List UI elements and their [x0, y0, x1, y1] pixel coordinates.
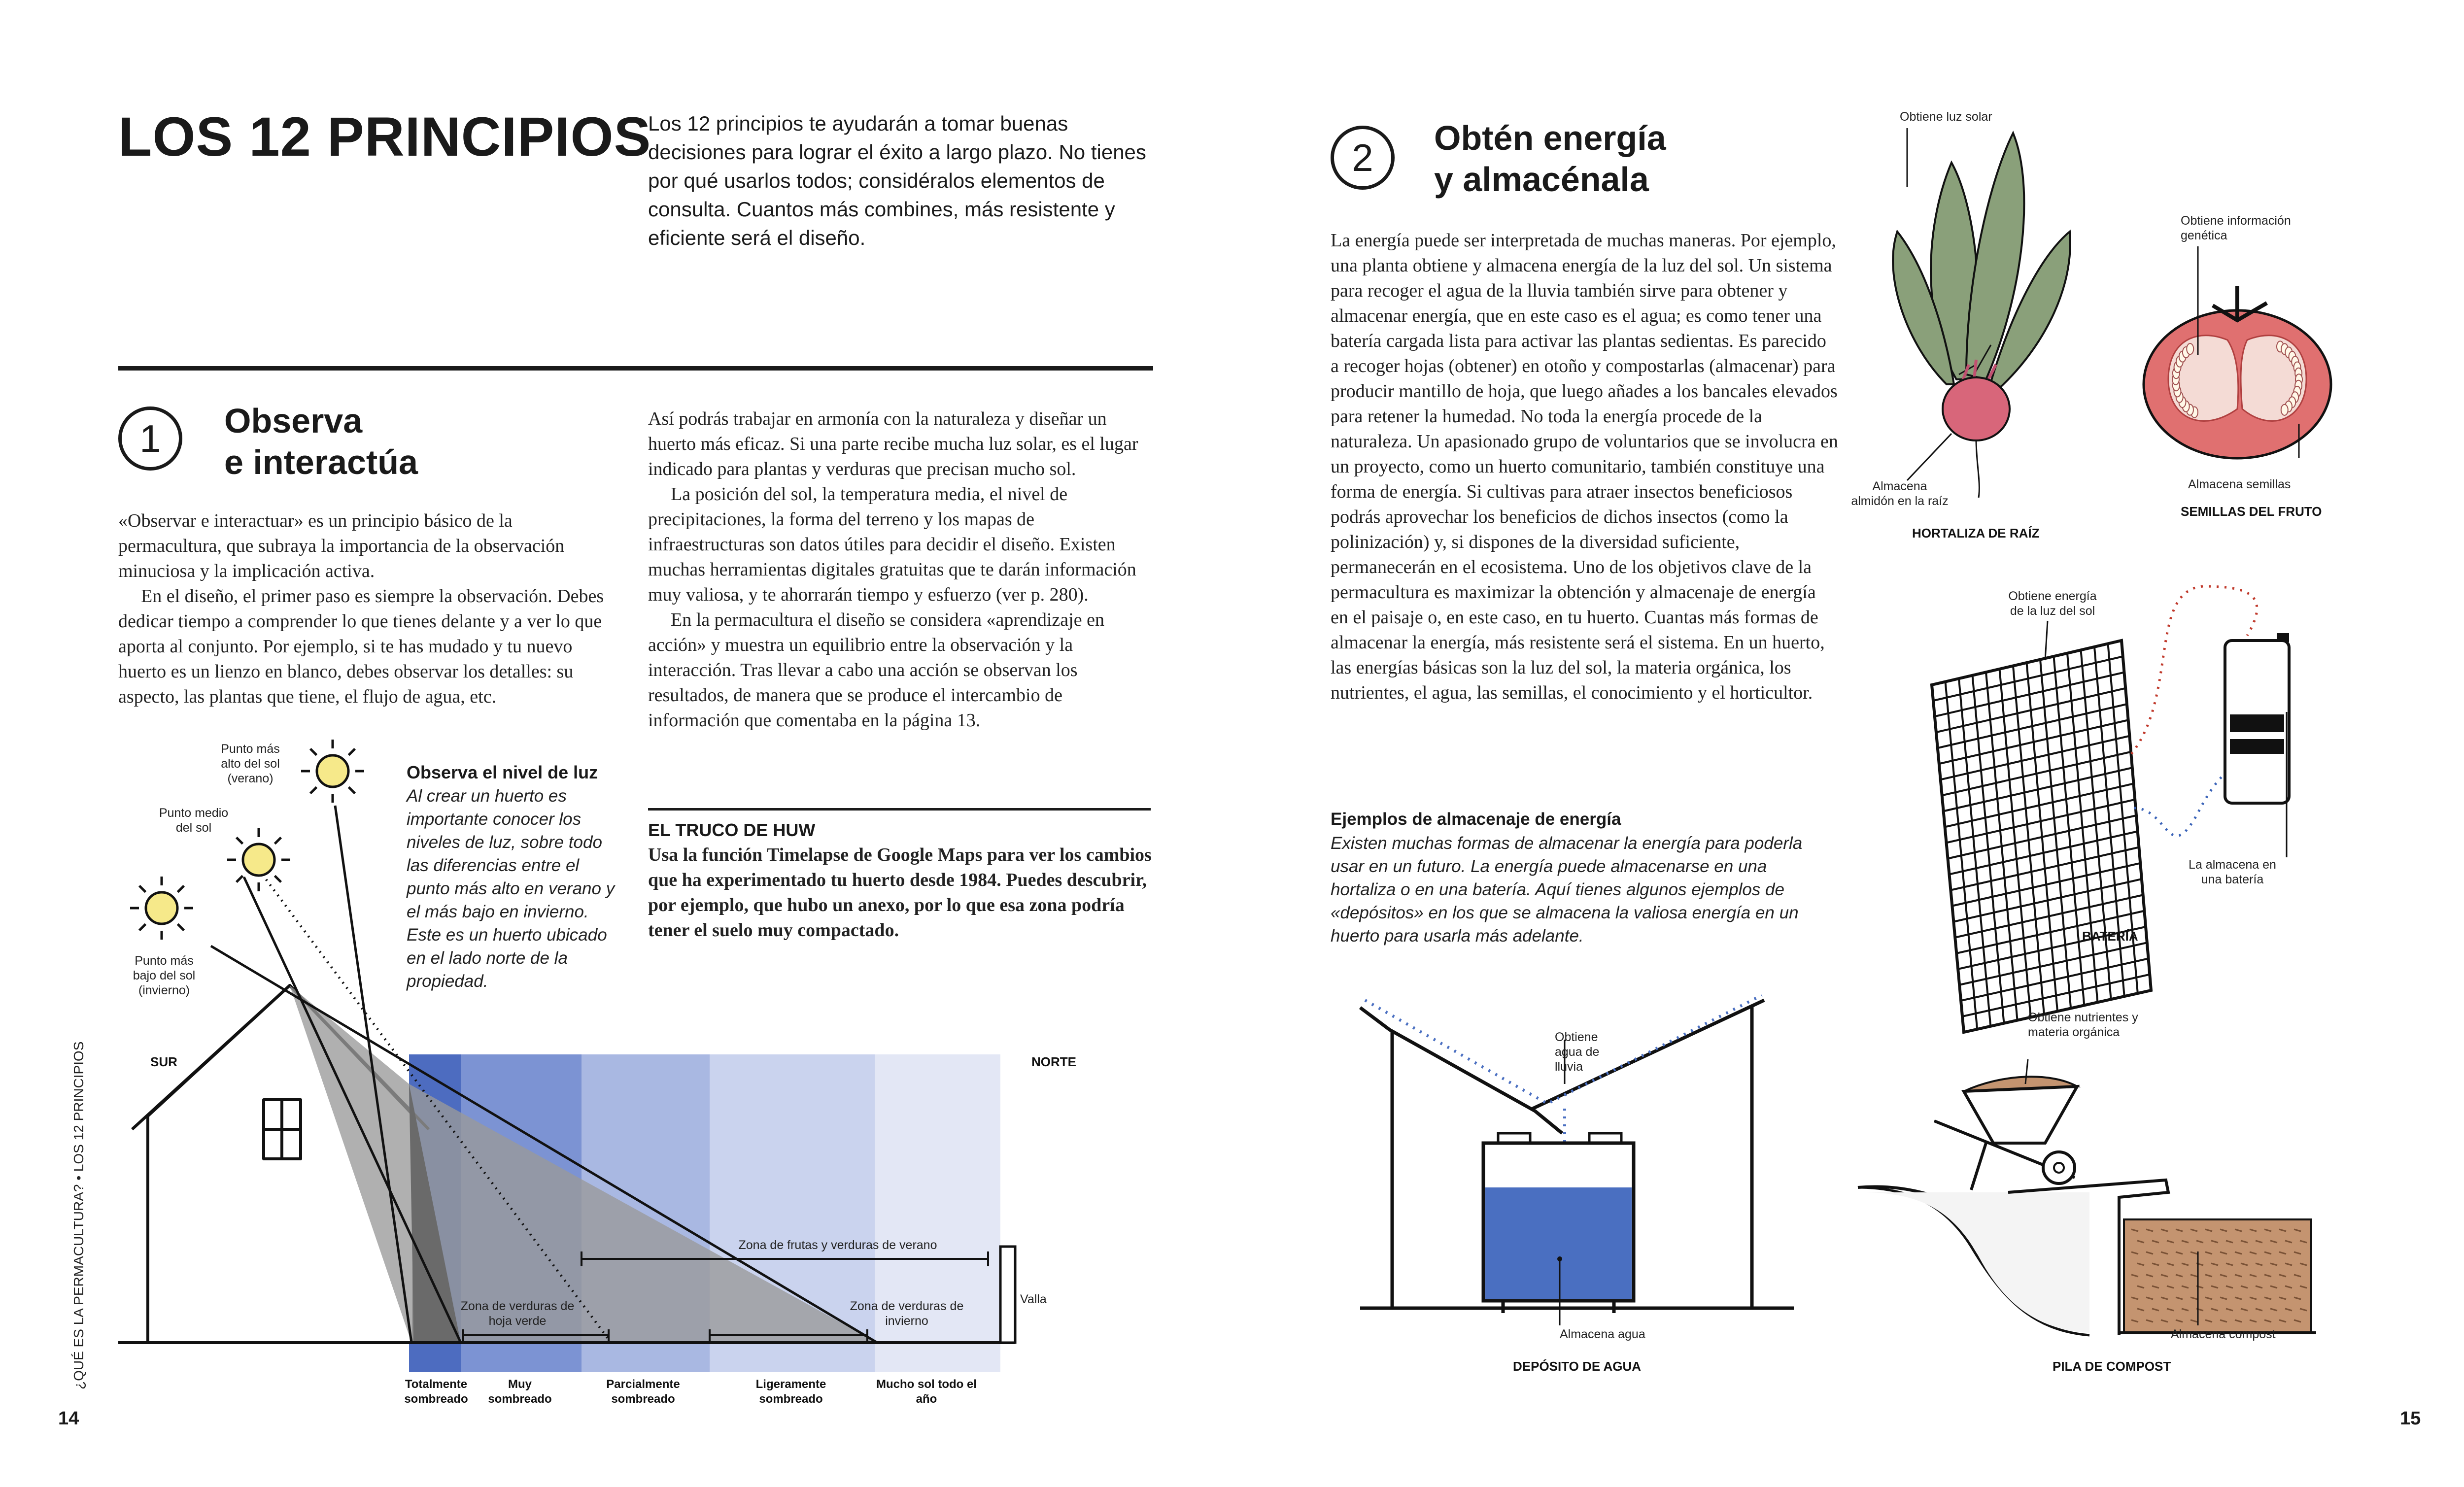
diagram-caption-heading: Observa el nivel de luz: [407, 762, 598, 782]
compost-caption: PILA DE COMPOST: [2053, 1359, 2171, 1374]
compost-icon: [1858, 1059, 2316, 1335]
sun-high-label: Punto más alto del sol (verano): [221, 742, 280, 785]
principle-body-col2: Así podrás trabajar en armonía con la naturaleza y diseñar un huerto más eficaz. Si una parte recibe mucha luz solar, es el lugar indicado para plantas y verduras que precisan mucho sol. La posición del sol, la temperatura media, el nivel de precipitaciones, la forma del terreno y los mapas de infraestructuras son datos útiles para decidir el diseño. Existen muchas herramientas digitales gratuitas que te darán información muy valiosa, y te ahorrarán tiempo y esfuerzo (ver p. 280). En la permacultura el diseño se considera «aprendizaje en acción» y muestra un equilibrio entre la observación y la interacción. Tras llevar a cabo una acción se observan los resultados, de manera que se produce el intercambio de información que comentaba en la página 13.: [648, 408, 1138, 731]
zone-leafy-label: Zona de verduras de hoja verde: [460, 1299, 575, 1328]
principle-body-col1: «Observar e interactuar» es un principio básico de la permacultura, que subraya la importancia de la observación minuciosa y la implicación activa. En el diseño, el primer paso es siempre la observación. Debes dedicar tiempo a comprender lo que tienes delante y a ver lo que aporta al conjunto. Por ejemplo, si te has mudado y tu nuevo huerto es un lienzo en blanco, debes observar los detalles: su aspecto, las plantas que tiene, el flujo de agua, etc.: [118, 510, 604, 707]
zone-winter-label: Zona de verduras de invierno: [850, 1299, 964, 1328]
page-title: LOS 12 PRINCIPIOS: [118, 106, 651, 168]
principle-heading: Obtén energía y almacénala: [1434, 119, 1666, 199]
page-number-right: 15: [2400, 1408, 2421, 1429]
tomato-icon: [2144, 286, 2331, 458]
tip-heading: EL TRUCO DE HUW: [648, 820, 816, 840]
tomato-caption: SEMILLAS DEL FRUTO: [2181, 504, 2322, 519]
north-label: NORTE: [1031, 1054, 1076, 1069]
tank-caption: DEPÓSITO DE AGUA: [1513, 1359, 1642, 1374]
beet-label-bottom: Almacena almidón en la raíz: [1851, 479, 1949, 508]
principle-heading: Observa e interactúa: [224, 402, 418, 481]
principle-number-badge: 2: [1331, 126, 1395, 190]
fence-label: Valla: [1020, 1292, 1047, 1306]
battery-icon: [2225, 633, 2289, 803]
zone-summer-label: Zona de frutas y verduras de verano: [738, 1238, 937, 1252]
running-head: ¿QUÉ ES LA PERMACULTURA? • LOS 12 PRINCIPIOS: [71, 1041, 86, 1389]
examples-heading: Ejemplos de almacenaje de energía: [1331, 810, 1621, 829]
solar-panel-icon: [1932, 641, 2151, 1032]
battery-caption: BATERÍA: [2082, 929, 2138, 944]
diagram-caption-text: Al crear un huerto es importante conocer los niveles de luz, sobre todo las diferencias entre el punto más alto en verano y el más bajo en invierno. Este es un huerto ubicado en el lado norte de la propiedad.: [407, 786, 615, 991]
intro-text: Los 12 principios te ayudarán a tomar buenas decisiones para lograr el éxito a largo plazo. No tienes por qué usarlos todos; considéralos elementos de consulta. Cuantos más combines, más resistente y eficiente será el diseño.: [648, 112, 1146, 249]
shade-label-1: Totalmente sombreado: [404, 1378, 468, 1406]
tomato-label-bottom: Almacena semillas: [2188, 477, 2291, 491]
tip-text: Usa la función Timelapse de Google Maps para ver los cambios que ha experimentado tu huerto desde 1984. Puedes descubrir, por ejemplo, que hubo un anexo, por lo que esa zona podría tener el suelo muy compactado.: [648, 845, 1152, 941]
compost-label-top: Obtiene nutrientes y materia orgánica: [2028, 1011, 2138, 1039]
shade-label-4: Ligeramente sombreado: [755, 1378, 826, 1406]
beet-label-top: Obtiene luz solar: [1900, 110, 1992, 124]
examples-text: Existen muchas formas de almacenar la energía para poderla usar en un futuro. La energía puede almacenarse en una hortaliza o en una batería. Aquí tienes algunos ejemplos de «depósitos» en los que se almacena la valiosa energía en un huerto para usarla más adelante.: [1331, 834, 1803, 946]
tomato-label-top: Obtiene información genética: [2181, 214, 2291, 242]
south-label: SUR: [150, 1054, 177, 1069]
principle-body: La energía puede ser interpretada de muchas maneras. Por ejemplo, una planta obtiene y almacena energía de la luz del sol. Un sistema para recoger el agua de la lluvia también sirve para obtener y almacenar energía, que en este caso es el agua; es como tener una batería cargada lista para activar las plantas sedientas. Es parecido a recoger hojas (obtener) en otoño y compostarlas (almacenar) para producir mantillo de hoja, que luego añades a los bancales elevados para retener la humedad. No toda la energía procede de la naturaleza. Un apasionado grupo de voluntarios que se involucra en un proyecto, como un huerto comunitario, también constituye una forma de energía. Si cultivas para atraer insectos beneficiosos podrás aprovechar los beneficios de dichos insectos (como la polinización) y, si dispones de la diversidad suficiente, permanecerán en el ecosistema. Uno de los objetivos clave de la permacultura es maximizar la obtención y almacenaje de energía en el paisaje o, en este caso, en tu huerto. Cuantas más formas de almacenar la energía, más resistente será el sistema. En un huerto, las energías básicas son la luz del sol, la materia orgánica, los nutrientes, el agua, las semillas, el conocimiento y el horticultor.: [1331, 230, 1838, 703]
shade-label-3: Parcialmente sombreado: [606, 1378, 680, 1406]
sun-low-label: Punto más bajo del sol (invierno): [133, 954, 196, 997]
beet-caption: HORTALIZA DE RAÍZ: [1912, 526, 2040, 541]
page-number-left: 14: [58, 1408, 79, 1429]
compost-label-bottom: Almacena compost: [2171, 1327, 2276, 1341]
shade-label-2: Muy sombreado: [488, 1378, 552, 1406]
tank-label-bottom: Almacena agua: [1560, 1327, 1645, 1341]
battery-label-top: Obtiene energía de la luz del sol: [2008, 589, 2097, 618]
battery-label-right: La almacena en una batería: [2189, 858, 2276, 886]
tank-label-top: Obtiene agua de lluvia: [1555, 1030, 1600, 1074]
principle-number-badge: 1: [118, 406, 182, 471]
shade-label-5: Mucho sol todo el año: [876, 1378, 977, 1406]
beet-icon: [1893, 133, 2070, 498]
sun-mid-label: Punto medio del sol: [159, 806, 229, 835]
